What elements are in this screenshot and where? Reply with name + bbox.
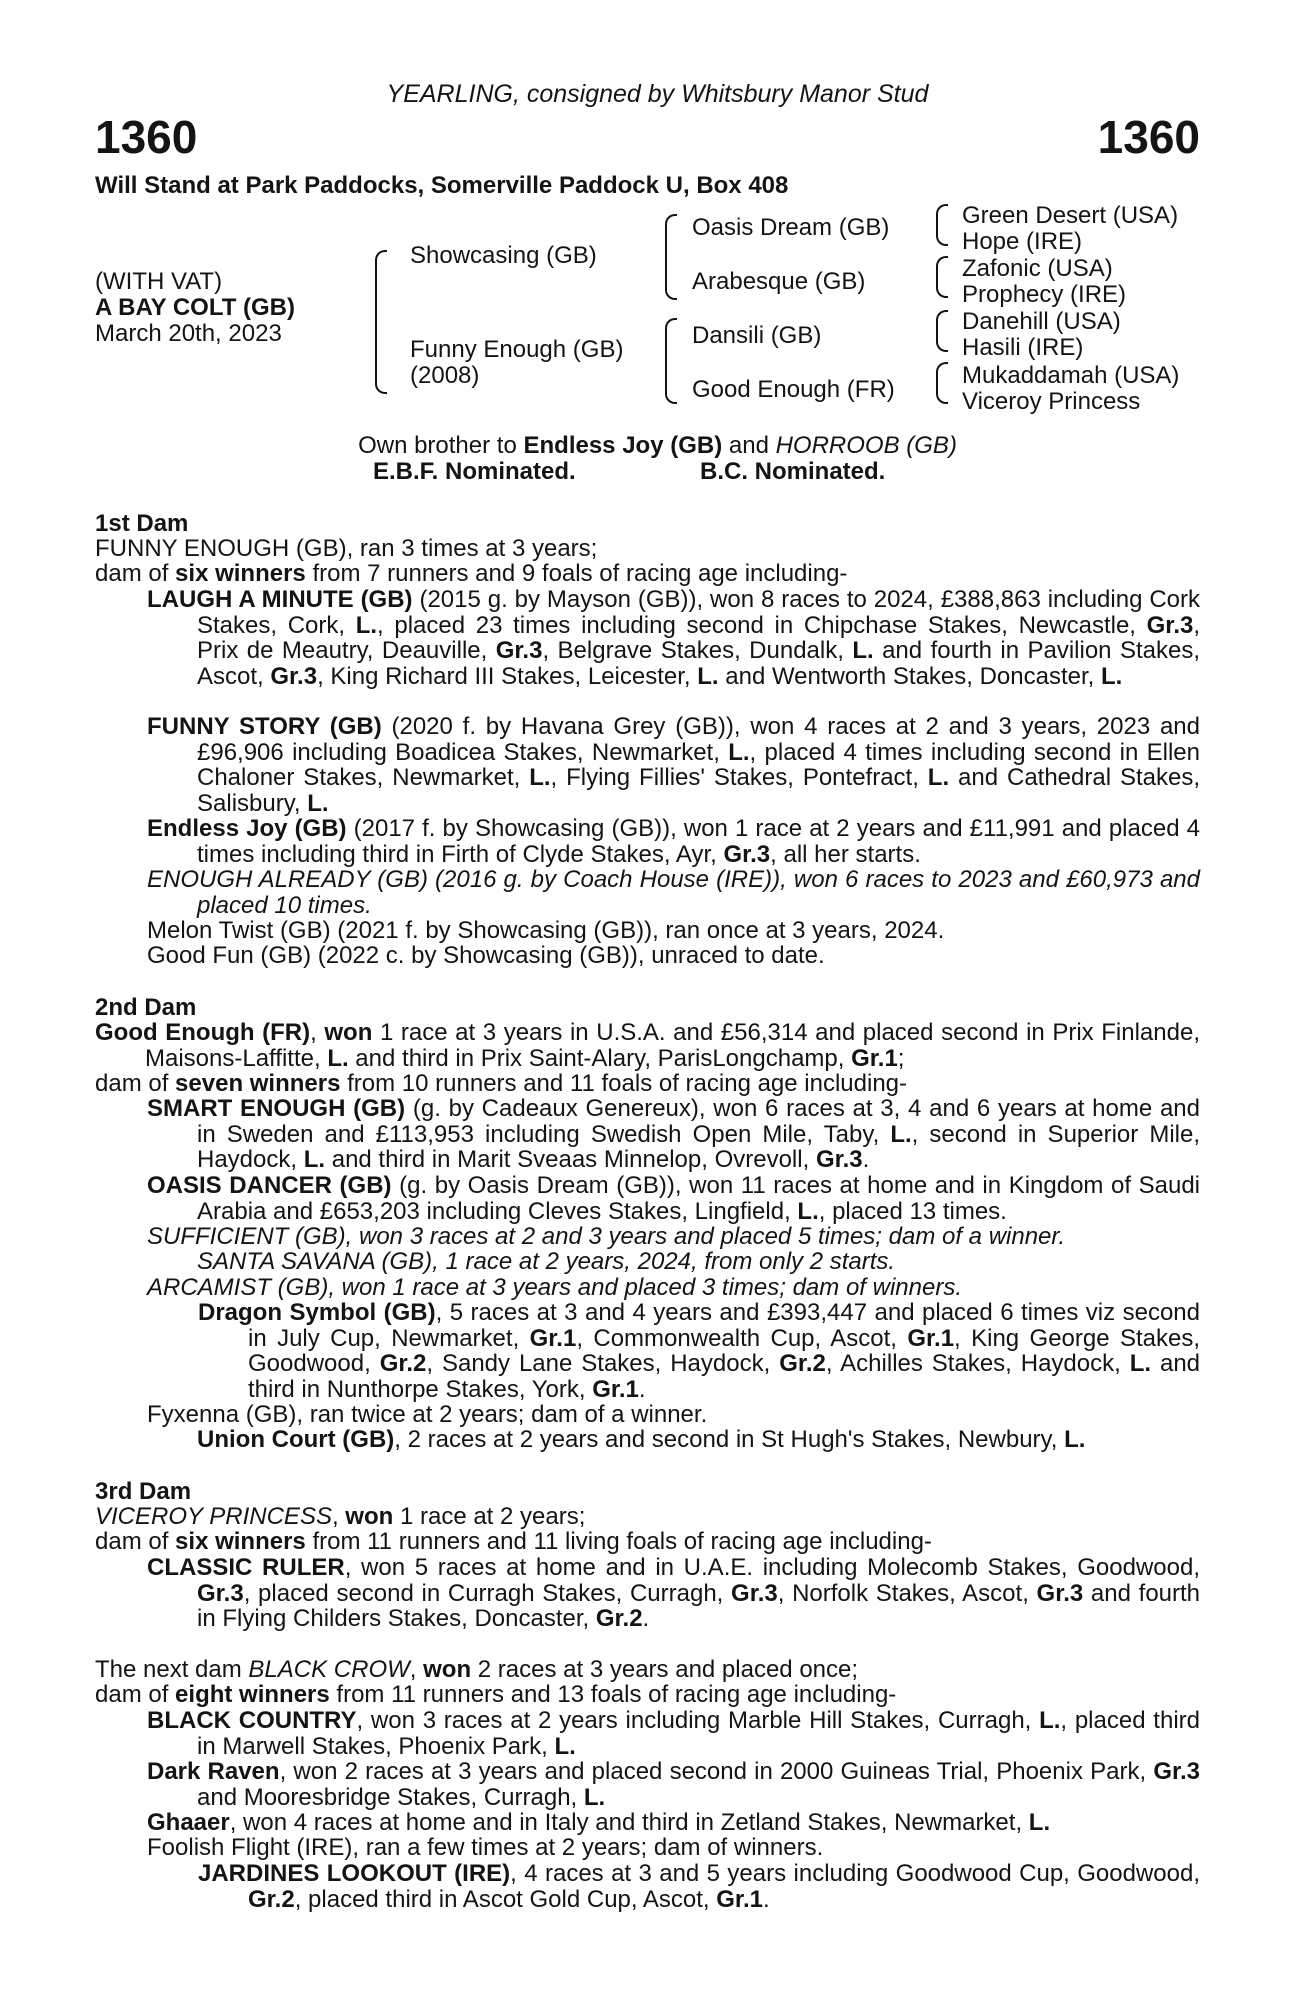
progeny-text: , won 5 races at home and in U.A.E. including Molecomb Stakes, Goodwood, bbox=[344, 1554, 1201, 1581]
pedigree-g4: Prophecy (IRE) bbox=[962, 281, 1127, 308]
first-dam-line2-pre: dam of bbox=[95, 560, 176, 587]
progeny-text: , Norfolk Stakes, Ascot, bbox=[777, 1579, 1037, 1607]
pedigree-g3: Zafonic (USA) bbox=[962, 255, 1113, 282]
third-dam-sep: , bbox=[331, 1503, 346, 1530]
progeny-text: , second in Superior Mile, Haydock, bbox=[197, 1120, 1201, 1174]
next-dam-pre: The next dam bbox=[95, 1656, 249, 1683]
first-dam-line2-post: from 7 runners and 9 foals of racing age including- bbox=[305, 560, 848, 587]
pedigree-brace-g3 bbox=[936, 310, 948, 352]
pedigree-g8: Viceroy Princess bbox=[962, 388, 1141, 415]
second-dam-text: ; bbox=[897, 1044, 905, 1072]
listed-mark: L. bbox=[1028, 1809, 1051, 1836]
pedigree-g1: Green Desert (USA) bbox=[962, 202, 1179, 229]
progeny-text: , 4 races at 3 and 5 years including Goodwood Cup, Goodwood, bbox=[510, 1860, 1200, 1887]
progeny-text: . bbox=[642, 1605, 650, 1633]
produce-pre: dam of bbox=[95, 1070, 176, 1097]
pedigree-g7: Mukaddamah (USA) bbox=[962, 362, 1180, 389]
stand-location: Will Stand at Park Paddocks, Somerville Paddock U, Box 408 bbox=[95, 172, 789, 199]
pedigree-brace-g2 bbox=[936, 256, 948, 298]
progeny-text: , 2 races at 2 years and second in St Hugh's Stakes, Newbury, bbox=[394, 1426, 1065, 1453]
progeny-text: , won 2 races at 3 years and placed second in 2000 Guineas Trial, Phoenix Park, bbox=[279, 1758, 1154, 1785]
group-mark: Gr.3 bbox=[1153, 1758, 1201, 1785]
progeny-arcamist: ARCAMIST (GB), won 1 race at 3 years and placed 3 times; dam of winners. bbox=[147, 1274, 962, 1301]
listed-mark: L. bbox=[697, 662, 719, 690]
progeny-oasis-dancer bbox=[147, 1172, 1201, 1225]
group-mark: Gr.1 bbox=[529, 1324, 577, 1352]
progeny-name: Ghaaer bbox=[147, 1809, 230, 1836]
listed-mark: L. bbox=[1039, 1707, 1061, 1734]
progeny-melon-twist: Melon Twist (GB) (2021 f. by Showcasing (GB)), ran once at 3 years, 2024. bbox=[147, 917, 945, 944]
next-dam-sep: , bbox=[409, 1656, 424, 1683]
listed-mark: L. bbox=[554, 1732, 576, 1760]
won-word: won bbox=[324, 1019, 373, 1046]
progeny-text: and third in Marit Sveaas Minnelop, Ovrevoll, bbox=[325, 1146, 816, 1174]
progeny-ghaaer bbox=[147, 1810, 1050, 1836]
produce-pre: dam of bbox=[95, 1528, 176, 1555]
consignor-line: YEARLING, consigned by Whitsbury Manor Stud bbox=[386, 80, 929, 108]
third-dam-produce-line bbox=[95, 1529, 932, 1555]
listed-mark: L. bbox=[852, 637, 874, 665]
progeny-text: , placed second in Curragh Stakes, Curragh, bbox=[243, 1579, 732, 1607]
progeny-text: , placed third in Ascot Gold Cup, Ascot, bbox=[294, 1885, 717, 1913]
group-mark: Gr.1 bbox=[716, 1885, 763, 1913]
progeny-funny-story bbox=[147, 713, 1201, 817]
pedigree-sire-sire: Oasis Dream (GB) bbox=[692, 214, 890, 241]
third-dam-name: VICEROY PRINCESS bbox=[95, 1503, 332, 1530]
progeny-text: . bbox=[638, 1375, 646, 1403]
listed-mark: L. bbox=[797, 1197, 819, 1225]
pedigree-sire: Showcasing (GB) bbox=[410, 242, 597, 269]
group-mark: Gr.3 bbox=[723, 840, 771, 868]
progeny-text: and Wentworth Stakes, Doncaster, bbox=[718, 662, 1101, 690]
group-mark: Gr.3 bbox=[731, 1579, 778, 1607]
group-mark: Gr.2 bbox=[248, 1885, 295, 1913]
listed-mark: L. bbox=[327, 1044, 349, 1072]
next-dam-intro bbox=[95, 1657, 858, 1683]
listed-mark: L. bbox=[890, 1120, 912, 1148]
group-mark: Gr.3 bbox=[270, 662, 318, 690]
progeny-text: and third in Nunthorpe Stakes, York, bbox=[248, 1350, 1201, 1403]
second-dam-winners: seven winners bbox=[175, 1070, 341, 1097]
group-mark: Gr.1 bbox=[907, 1324, 955, 1352]
group-mark: Gr.3 bbox=[815, 1146, 863, 1174]
progeny-text: , Achilles Stakes, Haydock, bbox=[825, 1350, 1130, 1378]
third-dam-heading: 3rd Dam bbox=[95, 1478, 192, 1505]
progeny-black-country bbox=[147, 1707, 1200, 1760]
bc-nomination: B.C. Nominated. bbox=[700, 458, 886, 485]
second-dam-text: 1 race at 3 years in U.S.A. and £56,314 and placed second in Prix Finlande, Maisons-Laffitte, bbox=[145, 1019, 1200, 1072]
pedigree-g5: Danehill (USA) bbox=[962, 308, 1121, 335]
listed-mark: L. bbox=[583, 1783, 606, 1811]
second-dam-heading: 2nd Dam bbox=[95, 994, 197, 1021]
progeny-text: , all her starts. bbox=[770, 840, 921, 868]
progeny-text: , Flying Fillies' Stakes, Pontefract, bbox=[550, 764, 928, 792]
progeny-dark-raven bbox=[147, 1758, 1201, 1811]
listed-mark: L. bbox=[927, 764, 950, 792]
progeny-text: , placed 23 times including second in Chipchase Stakes, Newcastle, bbox=[377, 611, 1147, 639]
progeny-enough-already: ENOUGH ALREADY (GB) (2016 g. by Coach House (IRE)), won 6 races to 2023 and £60,973 and placed 10 times. bbox=[147, 866, 1200, 919]
progeny-text: , Sandy Lane Stakes, Haydock, bbox=[426, 1350, 780, 1378]
progeny-classic-ruler bbox=[147, 1554, 1201, 1633]
group-mark: Gr.1 bbox=[851, 1044, 898, 1072]
produce-post: from 11 runners and 13 foals of racing age including- bbox=[329, 1681, 897, 1708]
progeny-name: BLACK COUNTRY bbox=[147, 1707, 357, 1734]
progeny-good-fun: Good Fun (GB) (2022 c. by Showcasing (GB)), unraced to date. bbox=[147, 942, 825, 969]
pedigree-brace-dam bbox=[665, 318, 677, 404]
progeny-name: Endless Joy (GB) bbox=[147, 815, 347, 842]
progeny-text: and Mooresbridge Stakes, Curragh, bbox=[197, 1783, 584, 1811]
next-dam-text: 2 races at 3 years and placed once; bbox=[471, 1656, 859, 1683]
produce-post: from 11 runners and 11 living foals of racing age including- bbox=[305, 1528, 932, 1555]
group-mark: Gr.3 bbox=[197, 1579, 244, 1607]
listed-mark: L. bbox=[1129, 1350, 1152, 1378]
pedigree-sire-dam: Arabesque (GB) bbox=[692, 268, 866, 295]
second-dam-produce-line bbox=[95, 1071, 907, 1097]
progeny-text: (2015 g. by Mayson (GB)), won 8 races to 2024, £388,863 including Cork Stakes, Cork, bbox=[197, 586, 1201, 639]
progeny-text: and fourth in Flying Childers Stakes, Doncaster, bbox=[197, 1579, 1201, 1633]
listed-mark: L. bbox=[303, 1146, 326, 1174]
progeny-text: , King Richard III Stakes, Leicester, bbox=[317, 662, 698, 690]
second-dam-text: and third in Prix Saint-Alary, ParisLongchamp, bbox=[348, 1044, 852, 1072]
listed-mark: L. bbox=[1101, 662, 1123, 690]
group-mark: Gr.1 bbox=[592, 1375, 639, 1403]
lot-number-right: 1360 bbox=[1097, 111, 1200, 163]
next-dam-produce-line bbox=[95, 1682, 896, 1708]
next-dam-winners: eight winners bbox=[175, 1681, 330, 1708]
progeny-text: , placed 13 times. bbox=[818, 1197, 1007, 1225]
pedigree-g2: Hope (IRE) bbox=[962, 228, 1083, 255]
progeny-name: CLASSIC RULER bbox=[147, 1554, 345, 1581]
progeny-laugh-a-minute bbox=[147, 586, 1201, 690]
listed-mark: L. bbox=[728, 738, 750, 766]
group-mark: Gr.3 bbox=[1146, 611, 1194, 639]
first-dam-heading: 1st Dam bbox=[95, 510, 189, 537]
progeny-text: (g. by Cadeaux Genereux), won 6 races at 3, 4 and 6 years at home and in Sweden and £113,953 including Swedish Open Mile, Taby, bbox=[197, 1095, 1200, 1148]
pedigree-dam-dam: Good Enough (FR) bbox=[692, 376, 895, 403]
third-dam-winners: six winners bbox=[175, 1528, 306, 1555]
second-dam-name: Good Enough (FR) bbox=[95, 1019, 311, 1046]
progeny-text: (2017 f. by Showcasing (GB)), won 1 race at 2 years and £11,991 and placed 4 times including third in Firth of Clyde Stakes, Ayr, bbox=[197, 815, 1200, 868]
won-word: won bbox=[345, 1503, 394, 1530]
progeny-text: , Commonwealth Cup, Ascot, bbox=[576, 1324, 908, 1352]
progeny-sufficient: SUFFICIENT (GB), won 3 races at 2 and 3 years and placed 5 times; dam of a winner. bbox=[147, 1223, 1066, 1250]
progeny-text: , placed third in Marwell Stakes, Phoenix Park, bbox=[197, 1707, 1200, 1760]
pedigree-g6: Hasili (IRE) bbox=[962, 334, 1084, 361]
progeny-union-court bbox=[197, 1427, 1085, 1453]
progeny-foolish-flight: Foolish Flight (IRE), ran a few times at 2 years; dam of winners. bbox=[147, 1834, 824, 1861]
progeny-santa-savana: SANTA SAVANA (GB), 1 race at 2 years, 2024, from only 2 starts. bbox=[197, 1248, 896, 1275]
progeny-text: , Prix de Meautry, Deauville, bbox=[197, 611, 1201, 665]
progeny-dragon-symbol bbox=[198, 1299, 1201, 1403]
progeny-text: , 5 races at 3 and 4 years and £393,447 and placed 6 times viz second in July Cup, Newmarket, bbox=[248, 1299, 1200, 1352]
progeny-text: (g. by Oasis Dream (GB)), won 11 races at home and in Kingdom of Saudi Arabia and £653,203 including Cleves Stakes, Lingfield, bbox=[197, 1172, 1201, 1225]
ebf-nomination: E.B.F. Nominated. bbox=[373, 458, 576, 485]
horse-dob: March 20th, 2023 bbox=[95, 320, 282, 347]
progeny-name: Union Court (GB) bbox=[197, 1426, 395, 1453]
third-dam-text: 1 race at 2 years; bbox=[393, 1503, 586, 1530]
pedigree-dam: Funny Enough (GB) bbox=[410, 336, 624, 363]
own-brother-mid: and bbox=[722, 432, 776, 459]
progeny-name: FUNNY STORY (GB) bbox=[147, 713, 382, 740]
progeny-name: JARDINES LOOKOUT (IRE) bbox=[198, 1860, 511, 1887]
progeny-text: and Cathedral Stakes, Salisbury, bbox=[197, 764, 1201, 817]
progeny-text: and fourth in Pavilion Stakes, Ascot, bbox=[197, 637, 1200, 690]
pedigree-brace-main bbox=[375, 250, 387, 394]
group-mark: Gr.2 bbox=[779, 1350, 826, 1378]
pedigree-dam-sire: Dansili (GB) bbox=[692, 322, 822, 349]
progeny-name: LAUGH A MINUTE (GB) bbox=[147, 586, 413, 613]
first-dam-line2 bbox=[95, 561, 847, 587]
listed-mark: L. bbox=[355, 611, 378, 639]
own-brother-name-2: HORROOB (GB) bbox=[775, 432, 957, 459]
progeny-text: , Belgrave Stakes, Dundalk, bbox=[542, 637, 853, 665]
progeny-name: OASIS DANCER (GB) bbox=[147, 1172, 392, 1199]
third-dam-intro bbox=[95, 1504, 585, 1530]
next-dam-name: BLACK CROW bbox=[248, 1656, 410, 1683]
vat-note: (WITH VAT) bbox=[95, 268, 223, 295]
progeny-text: , won 4 races at home and in Italy and third in Zetland Stakes, Newmarket, bbox=[229, 1809, 1029, 1836]
group-mark: Gr.2 bbox=[379, 1350, 427, 1378]
own-brother-line bbox=[0, 432, 1315, 460]
progeny-text: , King George Stakes, Goodwood, bbox=[248, 1324, 1200, 1378]
own-brother-pre: Own brother to bbox=[358, 432, 524, 459]
group-mark: Gr.3 bbox=[1036, 1579, 1084, 1607]
pedigree-brace-g4 bbox=[936, 362, 948, 404]
pedigree-brace-g1 bbox=[936, 204, 948, 246]
pedigree-brace-sire bbox=[665, 214, 677, 300]
pedigree-dam-year: (2008) bbox=[410, 362, 480, 389]
progeny-text: (2020 f. by Havana Grey (GB)), won 4 races at 2 and 3 years, 2023 and £96,906 including Boadicea Stakes, Newmarket, bbox=[197, 713, 1200, 766]
progeny-fyxenna: Fyxenna (GB), ran twice at 2 years; dam of a winner. bbox=[147, 1401, 708, 1428]
first-dam-winners: six winners bbox=[175, 560, 306, 587]
progeny-name: SMART ENOUGH (GB) bbox=[147, 1095, 406, 1122]
progeny-text: . bbox=[862, 1146, 870, 1174]
progeny-text: . bbox=[762, 1885, 770, 1913]
second-dam-intro: Good Enough (FR), won 1 race at 3 years in U.S.A. and £56,314 and placed second in Prix Finlande, Maisons-Laffitte, L. and third in Prix Saint-Alary, ParisLongchamp, Gr.1; bbox=[95, 1019, 1200, 1072]
produce-pre: dam of bbox=[95, 1681, 176, 1708]
horse-name: A BAY COLT (GB) bbox=[95, 294, 296, 321]
group-mark: Gr.2 bbox=[595, 1605, 643, 1633]
listed-mark: L. bbox=[307, 789, 329, 817]
progeny-smart-enough bbox=[147, 1095, 1201, 1174]
first-dam-line1: FUNNY ENOUGH (GB), ran 3 times at 3 years; bbox=[95, 535, 598, 562]
progeny-name: Dragon Symbol (GB) bbox=[198, 1299, 436, 1326]
listed-mark: L. bbox=[1064, 1426, 1086, 1453]
produce-post: from 10 runners and 11 foals of racing age including- bbox=[340, 1070, 908, 1097]
progeny-endless-joy bbox=[147, 815, 1200, 868]
own-brother-name-1: Endless Joy (GB) bbox=[523, 432, 723, 459]
lot-number-left: 1360 bbox=[95, 111, 198, 163]
listed-mark: L. bbox=[529, 764, 551, 792]
progeny-jardines-lookout bbox=[198, 1860, 1200, 1913]
progeny-text: , won 3 races at 2 years including Marble Hill Stakes, Curragh, bbox=[356, 1707, 1040, 1734]
progeny-text: , placed 4 times including second in Ellen Chaloner Stakes, Newmarket, bbox=[197, 738, 1200, 792]
won-word: won bbox=[423, 1656, 472, 1683]
group-mark: Gr.3 bbox=[495, 637, 543, 665]
progeny-name: Dark Raven bbox=[147, 1758, 280, 1785]
